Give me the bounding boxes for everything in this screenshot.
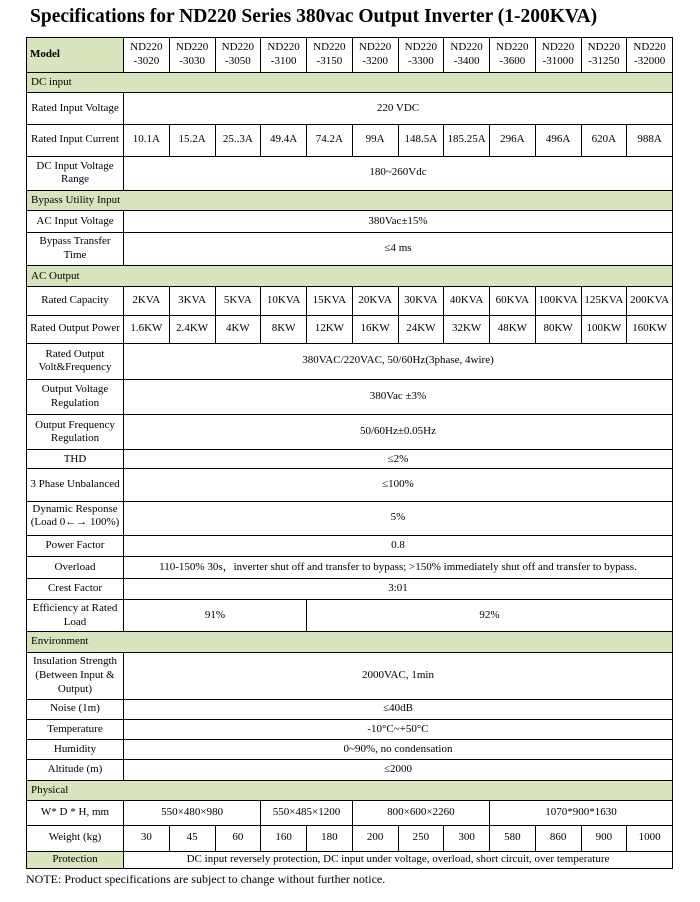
model-cell: ND220 -3030: [169, 38, 215, 73]
rated-input-current-row: [27, 124, 673, 156]
model-cell: ND220 -3150: [307, 38, 353, 73]
model-cell: ND220 -3400: [444, 38, 490, 73]
value-cell: 12KW: [307, 315, 353, 343]
value-cell: 1000: [627, 825, 673, 851]
value-cell: 25..3A: [215, 124, 261, 156]
value-cell: 99A: [352, 124, 398, 156]
value-cell: 0~90%, no condensation: [124, 740, 673, 760]
value-cell: 1.6KW: [124, 315, 170, 343]
value-cell: DC input reversely protection, DC input under voltage, overload, short circuit, over temperature: [124, 851, 673, 868]
value-cell: 220 VDC: [124, 93, 673, 124]
value-cell: 49.4A: [261, 124, 307, 156]
value-cell: 74.2A: [307, 124, 353, 156]
value-cell: 3KVA: [169, 287, 215, 315]
value-cell: 380Vac±15%: [124, 211, 673, 233]
row-label: Efficiency at Rated Load: [27, 600, 124, 632]
value-cell: 800×600×2260: [352, 801, 489, 825]
row-label: [27, 501, 124, 535]
model-label: Model: [27, 38, 124, 73]
section-environment: Environment: [27, 632, 673, 652]
value-cell: 550×480×980: [124, 801, 261, 825]
value-cell: 5%: [124, 501, 673, 535]
section-ac-output: AC Output: [27, 266, 673, 287]
value-cell: 620A: [581, 124, 627, 156]
section-bypass: Bypass Utility Input: [27, 190, 673, 210]
value-cell: 0.8: [124, 535, 673, 556]
value-cell: 185.25A: [444, 124, 490, 156]
value-cell: 160KW: [627, 315, 673, 343]
value-cell: 50/60Hz±0.05Hz: [124, 415, 673, 450]
value-cell: 45: [169, 825, 215, 851]
value-cell: 988A: [627, 124, 673, 156]
model-cell: ND220 -3200: [352, 38, 398, 73]
row-label: Altitude (m): [27, 760, 124, 781]
value-cell: 580: [490, 825, 536, 851]
value-cell: 10.1A: [124, 124, 170, 156]
value-cell: 20KVA: [352, 287, 398, 315]
section-header: [27, 73, 673, 93]
row-label: Output Frequency Regulation: [27, 415, 124, 450]
row-label: Rated Capacity: [27, 287, 124, 315]
row-label: Noise (1m): [27, 699, 124, 719]
value-cell: 180: [307, 825, 353, 851]
value-cell: 900: [581, 825, 627, 851]
value-cell: 30KVA: [398, 287, 444, 315]
footnote: NOTE: Product specifications are subject to change without further notice.: [26, 872, 386, 886]
value-cell: ≤2000: [124, 760, 673, 781]
value-cell: ≤40dB: [124, 699, 673, 719]
value-cell: 16KW: [352, 315, 398, 343]
value-cell: 250: [398, 825, 444, 851]
value-cell: 860: [535, 825, 581, 851]
value-cell: 125KVA: [581, 287, 627, 315]
value-cell: 3:01: [124, 579, 673, 600]
row-label: W* D * H, mm: [27, 801, 124, 825]
section-dc-input: DC input: [27, 73, 673, 93]
row-label: Output Voltage Regulation: [27, 379, 124, 414]
value-cell: 15KVA: [307, 287, 353, 315]
value-cell: 48KW: [490, 315, 536, 343]
section-header: [27, 781, 673, 801]
section-physical: Physical: [27, 781, 673, 801]
row-label: Protection: [27, 851, 124, 868]
row-label: Rated Output Volt&Frequency: [27, 343, 124, 379]
row-label: Insulation Strength (Between Input & Output): [27, 652, 124, 699]
row-label: Rated Output Power: [27, 315, 124, 343]
row-label: Power Factor: [27, 535, 124, 556]
row-label: Rated Input Voltage: [27, 93, 124, 124]
row-label: Rated Input Current: [27, 124, 124, 156]
dimensions-row: [27, 801, 673, 825]
value-cell: 496A: [535, 124, 581, 156]
value-cell: 8KW: [261, 315, 307, 343]
model-cell: ND220 -3100: [261, 38, 307, 73]
model-cell: ND220 -3300: [398, 38, 444, 73]
value-cell: 380Vac ±3%: [124, 379, 673, 414]
value-cell: 10KVA: [261, 287, 307, 315]
row-label: Crest Factor: [27, 579, 124, 600]
value-cell: 300: [444, 825, 490, 851]
efficiency-row: [27, 600, 673, 632]
section-header: [27, 632, 673, 652]
row-label: DC Input Voltage Range: [27, 156, 124, 190]
weight-row: [27, 825, 673, 851]
value-cell: 100KVA: [535, 287, 581, 315]
value-cell: 92%: [307, 600, 673, 632]
value-cell: ≤100%: [124, 469, 673, 501]
row-label: Overload: [27, 556, 124, 578]
value-cell: 160: [261, 825, 307, 851]
value-cell: 30: [124, 825, 170, 851]
value-cell: 40KVA: [444, 287, 490, 315]
rated-output-power-row: [27, 315, 673, 343]
value-cell: -10°C~+50°C: [124, 719, 673, 739]
value-cell: 296A: [490, 124, 536, 156]
value-cell: 24KW: [398, 315, 444, 343]
model-cell: ND220 -31250: [581, 38, 627, 73]
value-cell: 380VAC/220VAC, 50/60Hz(3phase, 4wire): [124, 343, 673, 379]
value-cell: 5KVA: [215, 287, 261, 315]
model-cell: ND220 -3600: [490, 38, 536, 73]
spec-table: [26, 37, 673, 869]
model-cell: ND220 -32000: [627, 38, 673, 73]
dynamic-response-label: Dynamic Response (Load 0←→ 100%): [30, 502, 120, 529]
value-cell: 60KVA: [490, 287, 536, 315]
model-row: [27, 38, 673, 73]
model-cell: ND220 -3020: [124, 38, 170, 73]
page-title: Specifications for ND220 Series 380vac Output Inverter (1-200KVA): [30, 6, 598, 27]
value-cell: 100KW: [581, 315, 627, 343]
value-cell: 550×485×1200: [261, 801, 353, 825]
rated-capacity-row: [27, 287, 673, 315]
row-label: Humidity: [27, 740, 124, 760]
value-cell: 180~260Vdc: [124, 156, 673, 190]
row-label: AC Input Voltage: [27, 211, 124, 233]
row-label: Weight (kg): [27, 825, 124, 851]
value-cell: 80KW: [535, 315, 581, 343]
value-cell: 200: [352, 825, 398, 851]
row-label: Bypass Transfer Time: [27, 233, 124, 266]
section-header: [27, 266, 673, 287]
section-header: [27, 190, 673, 210]
row-label: 3 Phase Unbalanced: [27, 469, 124, 501]
value-cell: 32KW: [444, 315, 490, 343]
value-cell: 15.2A: [169, 124, 215, 156]
value-cell: 2KVA: [124, 287, 170, 315]
value-cell: 2000VAC, 1min: [124, 652, 673, 699]
row-label: THD: [27, 450, 124, 469]
value-cell: ≤4 ms: [124, 233, 673, 266]
value-cell: ≤2%: [124, 450, 673, 469]
value-cell: 91%: [124, 600, 307, 632]
row-label: Temperature: [27, 719, 124, 739]
model-cell: ND220 -31000: [535, 38, 581, 73]
value-cell: 2.4KW: [169, 315, 215, 343]
value-cell: 1070*900*1630: [490, 801, 673, 825]
value-cell: 148.5A: [398, 124, 444, 156]
value-cell: 110-150% 30s，inverter shut off and transfer to bypass; >150% immediately shut off and transfer to bypass.: [124, 556, 673, 578]
model-cell: ND220 -3050: [215, 38, 261, 73]
value-cell: 60: [215, 825, 261, 851]
value-cell: 4KW: [215, 315, 261, 343]
value-cell: 200KVA: [627, 287, 673, 315]
